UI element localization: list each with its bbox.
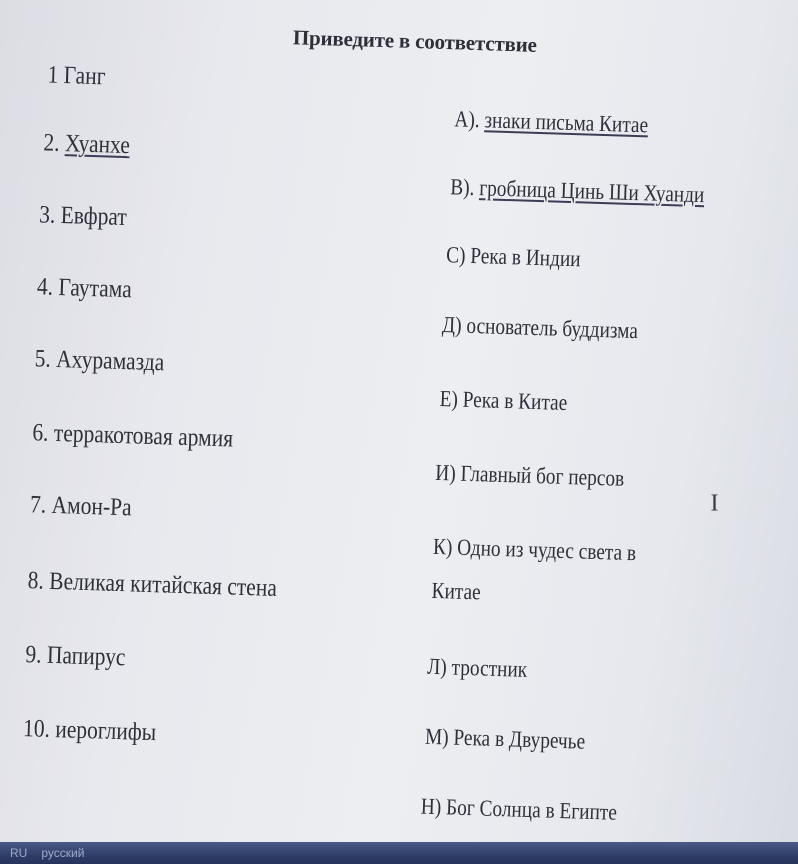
- left-item-number: 7.: [29, 491, 47, 519]
- right-item-text: знаки письма Китае: [484, 107, 649, 138]
- right-item-l: [427, 654, 528, 682]
- left-item-number: 6.: [31, 419, 49, 447]
- worksheet-title: Приведите в соответствие: [292, 25, 538, 57]
- right-item-letter: М): [424, 723, 450, 750]
- right-item-d: [442, 312, 639, 343]
- left-item-2: [43, 129, 130, 159]
- left-item-9: [25, 641, 126, 672]
- right-item-letter: К): [432, 533, 453, 560]
- left-item-6: [32, 419, 234, 453]
- language-label[interactable]: русский: [41, 846, 85, 860]
- left-item-8: [27, 567, 277, 602]
- taskbar: [0, 842, 798, 864]
- left-item-7: [30, 491, 132, 522]
- right-item-k: [433, 534, 637, 566]
- left-item-text: Гаутама: [58, 273, 133, 304]
- right-item-text: Река в Китае: [462, 386, 568, 416]
- right-item-letter: В).: [449, 174, 475, 200]
- language-code[interactable]: RU: [10, 846, 28, 860]
- left-item-number: 1: [47, 61, 59, 89]
- left-item-4: [37, 273, 133, 303]
- right-item-m: [425, 724, 586, 754]
- right-item-text: Река в Двуречье: [453, 724, 586, 754]
- text-cursor-icon: I: [710, 490, 719, 517]
- left-item-1: [47, 62, 106, 91]
- left-item-3: [39, 201, 127, 231]
- right-item-text: Одно из чудес света в: [456, 534, 637, 566]
- right-item-letter: И): [434, 459, 457, 486]
- right-item-a: [454, 106, 648, 137]
- right-item-k-continued: [431, 578, 481, 605]
- right-item-i: [435, 460, 625, 491]
- right-item-letter: Е): [439, 386, 459, 412]
- left-item-text: Амон-Ра: [51, 491, 133, 522]
- right-item-letter: Н): [420, 793, 442, 820]
- left-item-text: Великая китайская стена: [48, 567, 278, 602]
- left-item-text: Ахурамазда: [55, 345, 165, 377]
- left-item-5: [34, 345, 164, 377]
- right-item-text: тростник: [451, 654, 528, 682]
- right-item-letter: С): [445, 242, 466, 268]
- left-item-text: Ганг: [63, 62, 106, 91]
- left-item-number: 9.: [25, 641, 42, 669]
- right-item-e: [439, 386, 567, 415]
- left-item-number: 2.: [43, 129, 61, 157]
- left-item-text: Папирус: [46, 641, 126, 672]
- left-item-number: 10.: [22, 715, 51, 743]
- right-item-text: Река в Индии: [469, 242, 582, 272]
- right-item-c: [446, 242, 581, 272]
- left-item-number: 8.: [27, 567, 45, 595]
- left-item-text: терракотовая армия: [53, 419, 234, 453]
- right-item-text: Бог Солнца в Египте: [445, 794, 618, 825]
- left-item-number: 5.: [34, 345, 52, 373]
- left-item-text: Хуанхе: [64, 130, 131, 160]
- right-item-letter: А).: [454, 106, 481, 133]
- right-item-text: Главный бог персов: [460, 460, 625, 491]
- left-item-text: иероглифы: [54, 716, 157, 747]
- right-item-letter: Л): [426, 653, 448, 680]
- left-item-text: Евфрат: [60, 202, 128, 232]
- right-item-n: [420, 794, 617, 825]
- left-item-number: 3.: [38, 201, 56, 229]
- right-item-text: Китае: [431, 577, 482, 605]
- left-item-10: [23, 715, 157, 747]
- left-item-number: 4.: [36, 273, 54, 301]
- right-item-text: гробница Цинь Ши Хуанди: [478, 175, 705, 208]
- right-item-letter: Д): [441, 312, 463, 338]
- right-item-b: [450, 174, 705, 207]
- right-item-text: основатель буддизма: [466, 312, 639, 344]
